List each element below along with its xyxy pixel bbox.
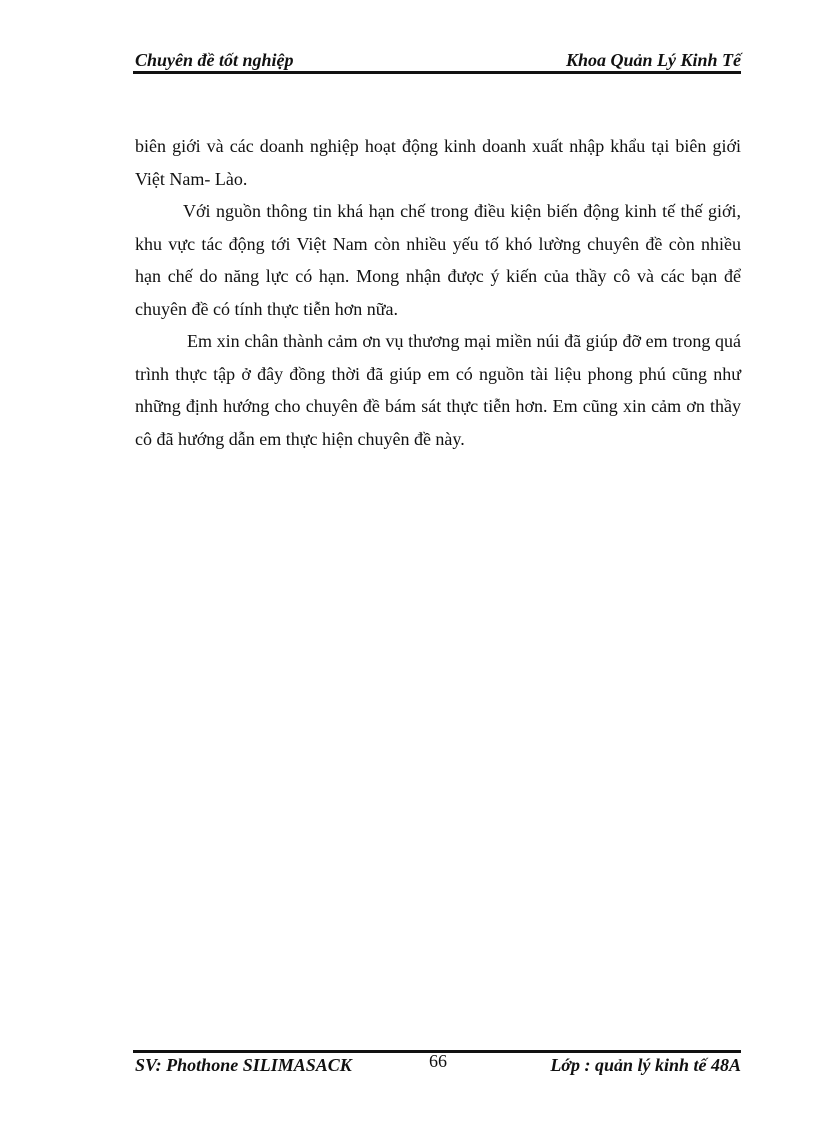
header-faculty: Khoa Quản Lý Kinh Tế bbox=[565, 50, 741, 70]
header-divider bbox=[133, 71, 741, 74]
footer-student-name: SV: Phothone SILIMASACK bbox=[135, 1055, 352, 1075]
body-text bbox=[135, 130, 741, 455]
page-header bbox=[133, 50, 741, 70]
paragraph: Em xin chân thành cảm ơn vụ thương mại miền núi đã giúp đỡ em trong quá trình thực tập ở đây đồng thời đã giúp em có nguồn tài liệu phong phú cũng như những định hướng cho chuyên đề bám sát thực tiễn hơn. Em cũng xin cảm ơn thầy cô đã hướng dẫn em thực hiện chuyên đề này. bbox=[135, 331, 741, 449]
footer-class: Lớp : quản lý kinh tế 48A bbox=[550, 1055, 741, 1075]
header-document-type: Chuyên đề tốt nghiệp bbox=[135, 50, 294, 70]
paragraph: Với nguồn thông tin khá hạn chế trong điều kiện biến động kinh tế thế giới, khu vực tác động tới Việt Nam còn nhiều yếu tố khó lường chuyên đề còn nhiều hạn chế do năng lực có hạn. Mong nhận được ý kiến của thầy cô và các bạn để chuyên đề có tính thực tiễn hơn nữa. bbox=[135, 201, 741, 319]
page-footer bbox=[133, 1051, 741, 1076]
paragraph: biên giới và các doanh nghiệp hoạt động kinh doanh xuất nhập khẩu tại biên giới Việt Nam- Lào. bbox=[135, 136, 741, 189]
page-number: 66 bbox=[429, 1051, 447, 1071]
